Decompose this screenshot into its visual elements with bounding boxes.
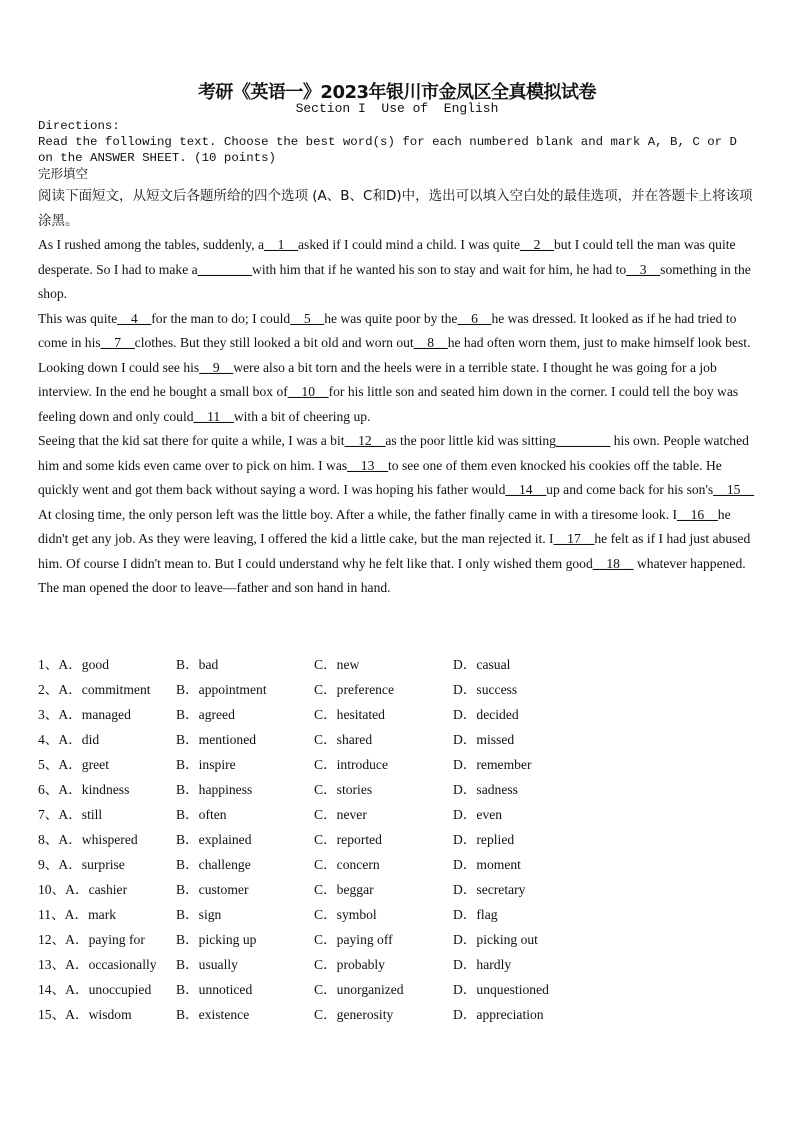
option-d: D．even <box>453 807 503 822</box>
passage-text: As I rushed among the tables, suddenly, a <box>38 237 265 252</box>
passage-text: but I could tell the man was quite desperate. So I had to make a <box>38 237 736 277</box>
option-c: C．introduce <box>314 757 388 772</box>
option-d: D．secretary <box>453 882 526 897</box>
numbered-blank: __11__ <box>193 408 234 424</box>
option-c: C．preference <box>314 682 395 697</box>
passage-text: to see one of them even knocked his cookies off the table. He quickly went and got them back without saying a word. I was hoping his father would <box>38 457 722 497</box>
option-a: 2、A．commitment <box>38 682 151 697</box>
numbered-blank: __7__ <box>100 335 135 350</box>
option-c: C．symbol <box>314 907 377 922</box>
option-a: 6、A．kindness <box>38 782 130 797</box>
option-a: 11、A．mark <box>38 907 117 922</box>
option-d: D．success <box>453 682 518 697</box>
option-b: B．agreed <box>176 707 235 722</box>
numbered-blank: __15__ <box>713 482 755 497</box>
passage-text: as the poor little kid was sitting <box>385 433 556 448</box>
numbered-blank: __2__ <box>519 237 554 252</box>
option-b: B．explained <box>176 832 252 847</box>
option-b: B．challenge <box>176 857 251 872</box>
passage-text: Seeing that the kid sat there for quite a while, I was a bit <box>38 433 345 448</box>
directions-label: Directions: <box>38 119 120 133</box>
option-d: D．missed <box>453 732 515 747</box>
numbered-blank: __13__ <box>347 457 388 473</box>
passage-text: he had often worn them, just to make himself look best. Looking down I could see his <box>38 335 751 375</box>
option-c: C．new <box>314 657 360 672</box>
option-d: D．flag <box>453 907 498 922</box>
option-a: 4、A．did <box>38 732 100 747</box>
option-d: D．unquestioned <box>453 982 549 997</box>
instruction-cn: 阅读下面短文，从短文后各题所给的四个选项 (A、B、C和D)中，选出可以填入空白处的最佳选项，并在答题卡上将该项涂黑。 <box>38 188 753 229</box>
numbered-blank: __6__ <box>457 310 492 326</box>
passage-text: for the man to do; I could <box>151 310 291 326</box>
option-c: C．shared <box>314 732 373 747</box>
option-a: 10、A．cashier <box>38 882 128 897</box>
option-c: C．stories <box>314 782 373 797</box>
passage-text: up and come back for his son's <box>546 482 714 497</box>
option-b: B．usually <box>176 957 238 972</box>
option-d: D．moment <box>453 857 521 872</box>
option-b: B．picking up <box>176 932 257 947</box>
option-b: B．unnoticed <box>176 982 253 997</box>
option-d: D．picking out <box>453 932 538 947</box>
option-b: B．often <box>176 807 227 822</box>
option-d: D．casual <box>453 657 511 672</box>
option-b: B．mentioned <box>176 732 257 747</box>
numbered-blank: __5__ <box>290 310 325 326</box>
option-d: D．decided <box>453 707 519 722</box>
passage <box>38 184 754 601</box>
passage-text: he felt as if I had just abused him. Of course I didn't mean to. But I could understand why he felt like that. I only wished them good <box>38 531 751 571</box>
option-b: B．happiness <box>176 782 253 797</box>
passage-text: he was quite poor by the <box>324 310 458 326</box>
numbered-blank: __18__ <box>592 555 634 571</box>
section-heading: Section I Use of English <box>295 101 499 116</box>
passage-text: The man opened the door to leave—father and son hand in hand. <box>38 580 391 595</box>
option-c: C．generosity <box>314 1007 394 1022</box>
passage-text: whatever happened. <box>633 555 746 571</box>
numbered-blank: __16__ <box>677 506 718 522</box>
numbered-blank: __8__ <box>413 335 448 350</box>
passage-paragraph <box>38 307 754 430</box>
option-c: C．paying off <box>314 932 393 947</box>
option-b: B．existence <box>176 1007 250 1022</box>
option-b: B．bad <box>176 657 219 672</box>
passage-text: This was quite <box>38 310 118 326</box>
numbered-blank: __1__ <box>264 237 298 252</box>
option-b: B．inspire <box>176 757 236 772</box>
option-a: 9、A．surprise <box>38 857 125 872</box>
passage-paragraph <box>38 576 754 601</box>
directions-text: Read the following text. Choose the best word(s) for each numbered blank and mark A, B, C or D on the ANSWER SHEET. (10 points) <box>38 135 745 165</box>
option-c: C．unorganized <box>314 982 404 997</box>
passage-paragraph <box>38 233 754 307</box>
option-d: D．hardly <box>453 957 512 972</box>
option-c: C．concern <box>314 857 380 872</box>
option-a: 12、A．paying for <box>38 932 145 947</box>
passage-text: his own. People watched him and some kids even came over to pick on him. I was <box>38 433 749 473</box>
passage-text: he didn't get any job. As they were leaving, I offered the kid a little cake, but the man rejected it. I <box>38 506 731 546</box>
option-d: D．appreciation <box>453 1007 544 1022</box>
option-c: C．hesitated <box>314 707 385 722</box>
option-d: D．sadness <box>453 782 518 797</box>
option-a: 5、A．greet <box>38 757 109 772</box>
numbered-blank: ________ <box>555 433 611 448</box>
option-c: C．probably <box>314 957 385 972</box>
passage-paragraph <box>38 429 754 503</box>
option-a: 1、A．good <box>38 657 109 672</box>
numbered-blank: ________ <box>197 261 253 277</box>
numbered-blank: __4__ <box>117 310 152 326</box>
numbered-blank: __12__ <box>344 433 386 448</box>
passage-text: something in the shop. <box>38 261 751 301</box>
numbered-blank: __14__ <box>505 482 547 497</box>
cloze-heading: 完形填空 <box>38 166 89 181</box>
option-c: C．reported <box>314 832 382 847</box>
option-b: B．appointment <box>176 682 267 697</box>
numbered-blank: __9__ <box>199 359 234 375</box>
option-a: 13、A．occasionally <box>38 957 157 972</box>
option-b: B．sign <box>176 907 222 922</box>
option-a: 7、A．still <box>38 807 103 822</box>
option-c: C．never <box>314 807 367 822</box>
passage-text: with a bit of cheering up. <box>233 408 371 424</box>
passage-text: clothes. But they still looked a bit old and worn out <box>134 335 414 350</box>
numbered-blank: __17__ <box>553 531 595 546</box>
passage-text: At closing time, the only person left was the little boy. After a while, the father finally came in with a tiresome look. I <box>38 506 677 522</box>
option-d: D．replied <box>453 832 515 847</box>
option-a: 15、A．wisdom <box>38 1007 132 1022</box>
page-title: 考研《英语一》2023年银川市金凤区全真模拟试卷 <box>197 82 597 103</box>
passage-text: he was dressed. It looked as if he had tried to come in his <box>38 310 737 350</box>
option-d: D．remember <box>453 757 532 772</box>
numbered-blank: __3__ <box>626 261 661 277</box>
passage-text: with him that if he wanted his son to stay and wait for him, he had to <box>252 261 627 277</box>
passage-text: asked if I could mind a child. I was quite <box>298 237 520 252</box>
passage-text: for his little son and seated him down in the corner. I could tell the boy was feeling down and only could <box>38 384 739 424</box>
option-a: 8、A．whispered <box>38 832 138 847</box>
option-b: B．customer <box>176 882 249 897</box>
passage-paragraph <box>38 503 754 577</box>
option-a: 14、A．unoccupied <box>38 982 152 997</box>
numbered-blank: __10__ <box>287 384 329 399</box>
option-c: C．beggar <box>314 882 374 897</box>
directions <box>38 118 754 182</box>
passage-text: were also a bit torn and the heels were in a terrible state. I thought he was going for a job interview. In the end he bought a small box of <box>38 359 717 399</box>
option-a: 3、A．managed <box>38 707 131 722</box>
